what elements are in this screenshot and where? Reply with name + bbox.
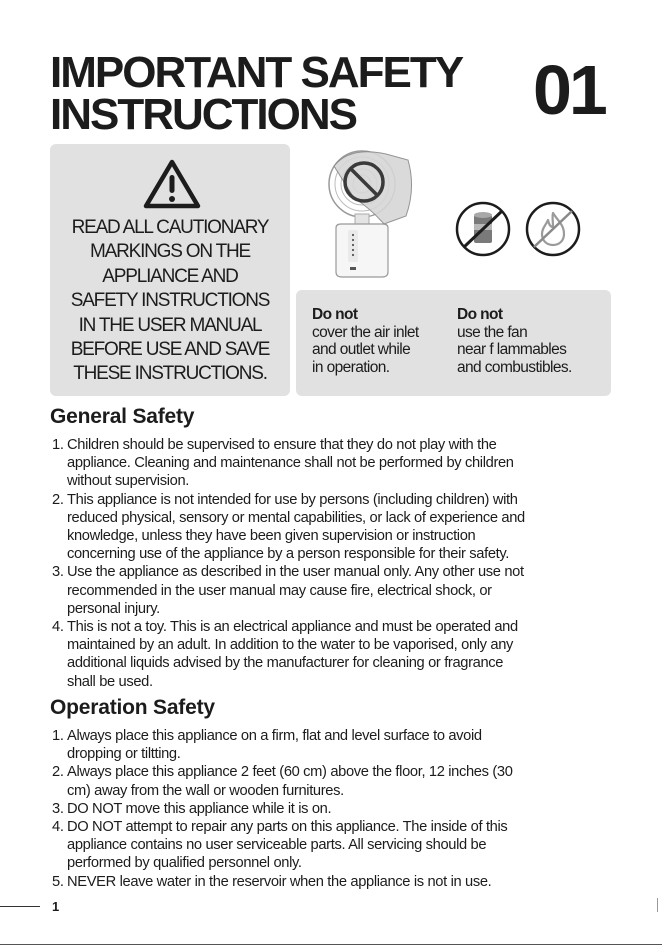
no-fire-icon	[524, 200, 582, 258]
caution-line: BEFORE USE AND SAVE	[70, 339, 270, 361]
crop-mark	[657, 898, 658, 912]
list-item-number: 5.	[52, 873, 64, 890]
list-item-number: 3.	[52, 800, 64, 817]
no-flammable-container-icon	[454, 200, 512, 258]
warning-line: cover the air inlet	[312, 323, 419, 341]
list-item-number: 1.	[52, 728, 64, 744]
list-item-line: concerning use of the appliance by a person responsible for their safety.	[67, 546, 510, 563]
caution-line: THESE INSTRUCTIONS.	[73, 363, 267, 385]
list-item-number: 3.	[52, 564, 64, 581]
list-item-number: 4.	[52, 619, 64, 636]
list-item	[52, 818, 612, 873]
warnings-panel	[296, 290, 611, 396]
list-item-line: cm) away from the wall or wooden furnitures.	[67, 782, 344, 799]
list-item	[52, 436, 612, 491]
page-title	[50, 48, 480, 139]
list-item-line: shall be used.	[67, 673, 153, 690]
list-item-number: 4.	[52, 819, 64, 836]
footer-rule	[0, 906, 40, 907]
list-item	[52, 873, 612, 891]
operation-safety-list	[52, 727, 612, 891]
caution-text	[54, 216, 286, 387]
warning-line: and outlet while	[312, 341, 411, 359]
list-item-number: 1.	[52, 437, 64, 453]
list-item-line: Always place this appliance 2 feet (60 cm) above the floor, 12 inches (30	[67, 764, 513, 781]
operation-safety-heading: Operation Safety	[50, 696, 215, 719]
list-item	[52, 800, 612, 818]
warning-line: near f lammables	[457, 341, 567, 359]
warning-line: use the fan	[457, 323, 528, 341]
footer-page-number: 1	[52, 899, 60, 914]
caution-line: READ ALL CAUTIONARY	[71, 217, 269, 238]
warning-line: and combustibles.	[457, 358, 572, 376]
caution-line: SAFETY INSTRUCTIONS	[70, 290, 270, 312]
list-item-line: DO NOT attempt to repair any parts on this appliance. The inside of this	[67, 819, 508, 836]
warning-line: in operation.	[312, 358, 390, 376]
list-item-line: Children should be supervised to ensure that they do not play with the	[67, 437, 497, 453]
caution-panel	[50, 144, 290, 396]
list-item	[52, 491, 612, 564]
warning-heading: Do not	[457, 306, 503, 323]
warning-triangle-icon	[142, 158, 202, 210]
list-item-line: without supervision.	[67, 473, 189, 490]
warning-heading: Do not	[312, 306, 358, 323]
list-item-line: Use the appliance as described in the user manual only. Any other use not	[67, 564, 524, 581]
list-item-line: appliance. Cleaning and maintenance shall not be performed by children	[67, 455, 514, 472]
list-item-line: This is not a toy. This is an electrical appliance and must be operated and	[67, 619, 518, 636]
list-item-line: personal injury.	[67, 600, 160, 617]
list-item-line: maintained by an adult. In addition to the water to be vaporised, only any	[67, 637, 514, 654]
list-item-line: knowledge, unless they have been given supervision or instruction	[67, 528, 476, 545]
list-item	[52, 563, 612, 618]
caution-line: APPLIANCE AND	[102, 265, 238, 287]
list-item-line: reduced physical, sensory or mental capabilities, or lack of experience and	[67, 509, 525, 526]
list-item-line: additional liquids advised by the manufacturer for cleaning or fragrance	[67, 655, 504, 672]
page-edge-rule	[0, 944, 662, 945]
warning-no-cover	[312, 306, 452, 376]
section-number: 01	[533, 51, 605, 129]
list-item-line: Always place this appliance on a firm, flat and level surface to avoid	[67, 728, 482, 744]
list-item	[52, 618, 612, 691]
no-cover-fan-icon	[324, 144, 414, 280]
list-item	[52, 763, 612, 799]
title-line-2: INSTRUCTIONS	[50, 90, 356, 139]
list-item-line: NEVER leave water in the reservoir when the appliance is not in use.	[67, 873, 492, 890]
list-item-line: dropping or tiltting.	[67, 746, 181, 763]
caution-line: IN THE USER MANUAL	[78, 314, 262, 336]
list-item-line: recommended in the user manual may cause fire, electrical shock, or	[67, 582, 492, 599]
list-item-line: appliance contains no user serviceable parts. All servicing should be	[67, 837, 487, 854]
list-item-line: This appliance is not intended for use by persons (including children) with	[67, 491, 518, 508]
warning-no-flammables	[457, 306, 607, 376]
list-item-number: 2.	[52, 764, 64, 781]
list-item-line: performed by qualified personnel only.	[67, 855, 302, 872]
title-line-1: IMPORTANT SAFETY	[50, 48, 463, 97]
caution-line: MARKINGS ON THE	[89, 241, 251, 263]
list-item	[52, 727, 612, 763]
general-safety-list	[52, 436, 612, 691]
general-safety-heading: General Safety	[50, 405, 195, 428]
list-item-number: 2.	[52, 491, 64, 508]
list-item-line: DO NOT move this appliance while it is on.	[67, 800, 332, 817]
